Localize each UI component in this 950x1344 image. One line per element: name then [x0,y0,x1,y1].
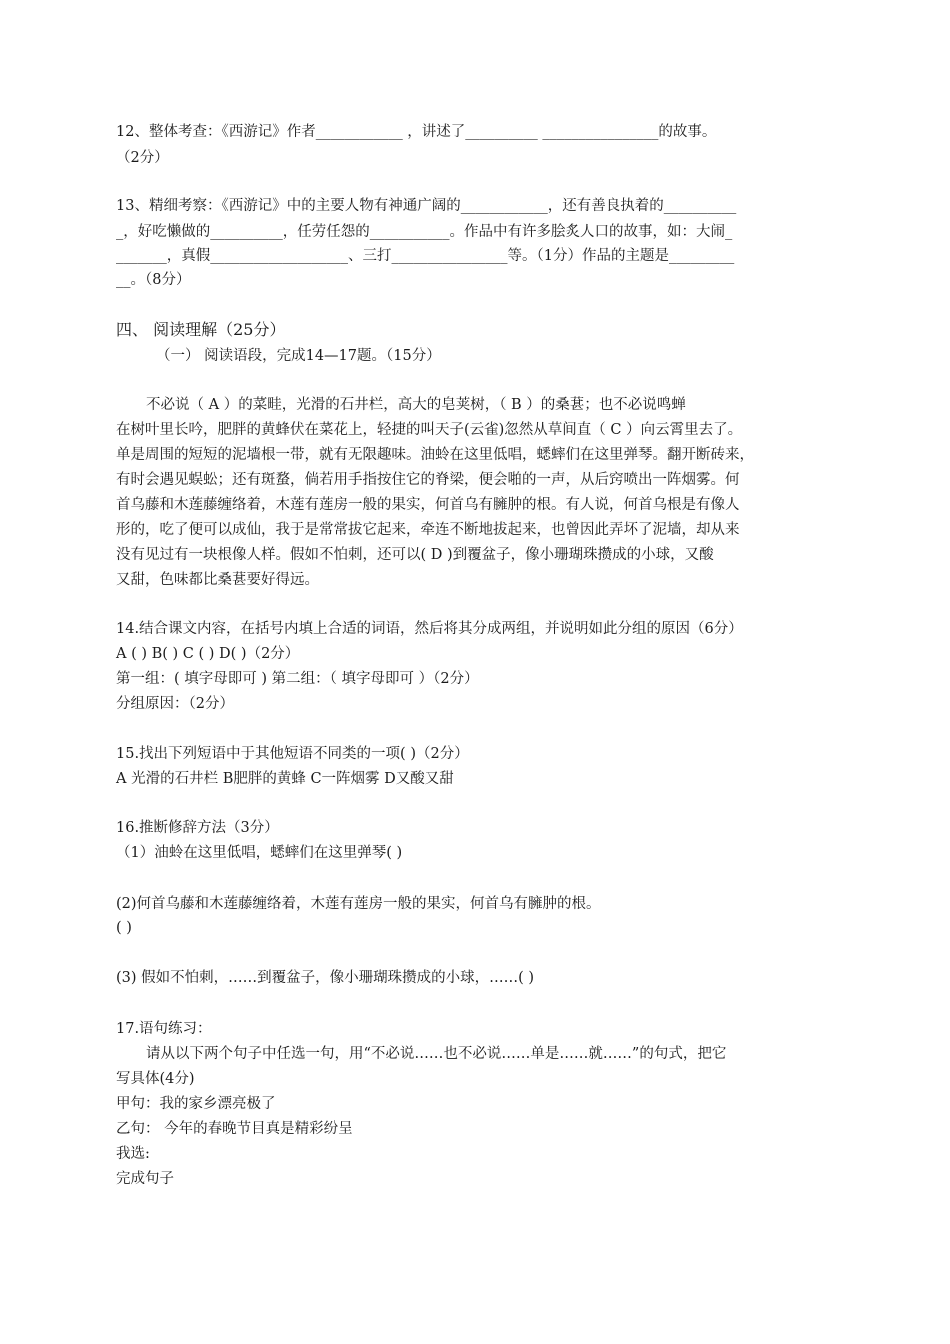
section-subheading: （一） 阅读语段，完成14—17题。（15分） [156,348,441,364]
q17-choice: 我选: [116,1146,150,1162]
passage-line-7: 没有见过有一块根像人样。假如不怕刺，还可以( D )到覆盆子，像小珊瑚珠攒成的小球，又酸 [116,547,714,563]
q14-line-1: 14.结合课文内容，在括号内填上合适的词语，然后将其分成两组，并说明如此分组的原因（6分） [116,621,743,637]
q16-item-3: (3) 假如不怕刺，……到覆盆子，像小珊瑚珠攒成的小球，……( ) [116,970,535,986]
q17-line-1: 17.语句练习： [116,1021,212,1037]
passage-line-8: 又甜，色味都比桑葚要好得远。 [116,572,319,588]
passage-line-6: 形的，吃了便可以成仙，我于是常常拔它起来，牵连不断地拔起来，也曾因此弄坏了泥墙，却从来 [116,522,740,538]
q14-line-3: 第一组：( 填字母即可 ) 第二组：（ 填字母即可 ）（2分） [116,671,479,687]
q17-line-2: 请从以下两个句子中任选一句，用“不必说……也不必说……单是……就……”的句式，把它 [146,1046,727,1062]
q17-complete: 完成句子 [116,1171,174,1187]
passage-line-4: 有时会遇见蜈蚣；还有斑蝥，倘若用手指按住它的脊梁，便会啪的一声，从后窍喷出一阵烟雾。何 [116,472,740,488]
q16-item-2: (2)何首乌藤和木莲藤缠络着，木莲有莲房一般的果实，何首乌有臃肿的根。 [116,896,601,912]
q13-line-3: _______，真假___________________、三打________________等。（1分）作品的主题是_________ [116,248,735,264]
q13-line-2: _，好吃懒做的__________，任劳任怨的___________。作品中有许多脍炙人口的故事，如：大闹_ [116,224,733,240]
q12-line-1: 12、整体考查：《西游记》作者____________ ，讲述了__________ ________________的故事。 [116,124,717,140]
passage-line-5: 首乌藤和木莲藤缠络着，木莲有莲房一般的果实，何首乌有臃肿的根。有人说，何首乌根是有像人 [116,497,740,513]
passage-line-3: 单是周围的短短的泥墙根一带，就有无限趣味。油蛉在这里低唱，蟋蟀们在这里弹琴。翻开断砖来， [116,447,754,463]
q17-sentence-b: 乙句： 今年的春晚节目真是精彩纷呈 [116,1121,353,1137]
q13-line-4: __。（8分） [116,272,191,288]
q14-line-2: A ( ) B( ) C ( ) D( )（2分） [116,646,300,662]
q12-line-2: （2分） [116,150,169,166]
q15-options: A 光滑的石井栏 B肥胖的黄蜂 C一阵烟雾 D又酸又甜 [116,771,454,787]
passage-line-1: 不必说（ A ）的菜畦，光滑的石井栏，高大的皂荚树，（ B ）的桑葚；也不必说鸣蝉 [146,397,686,413]
passage-line-2: 在树叶里长吟，肥胖的黄蜂伏在菜花上，轻捷的叫天子(云雀)忽然从草间直（ C ）向云霄里去了。 [116,422,743,438]
section-heading: 四、 阅读理解（25分） [116,320,286,339]
q15-line-1: 15.找出下列短语中于其他短语不同类的一项( )（2分） [116,746,469,762]
q17-sentence-a: 甲句：我的家乡漂亮极了 [116,1096,276,1112]
q16-line-1: 16.推断修辞方法（3分） [116,820,279,836]
q13-line-1: 13、精细考察：《西游记》中的主要人物有神通广阔的____________，还有善良执着的__________ [116,198,737,214]
q16-item-1: （1）油蛉在这里低唱，蟋蟀们在这里弹琴( ) [116,845,403,861]
q17-line-3: 写具体(4分) [116,1071,195,1087]
q16-item-2-blank: ( ) [116,920,132,936]
q14-line-4: 分组原因：（2分） [116,696,234,712]
